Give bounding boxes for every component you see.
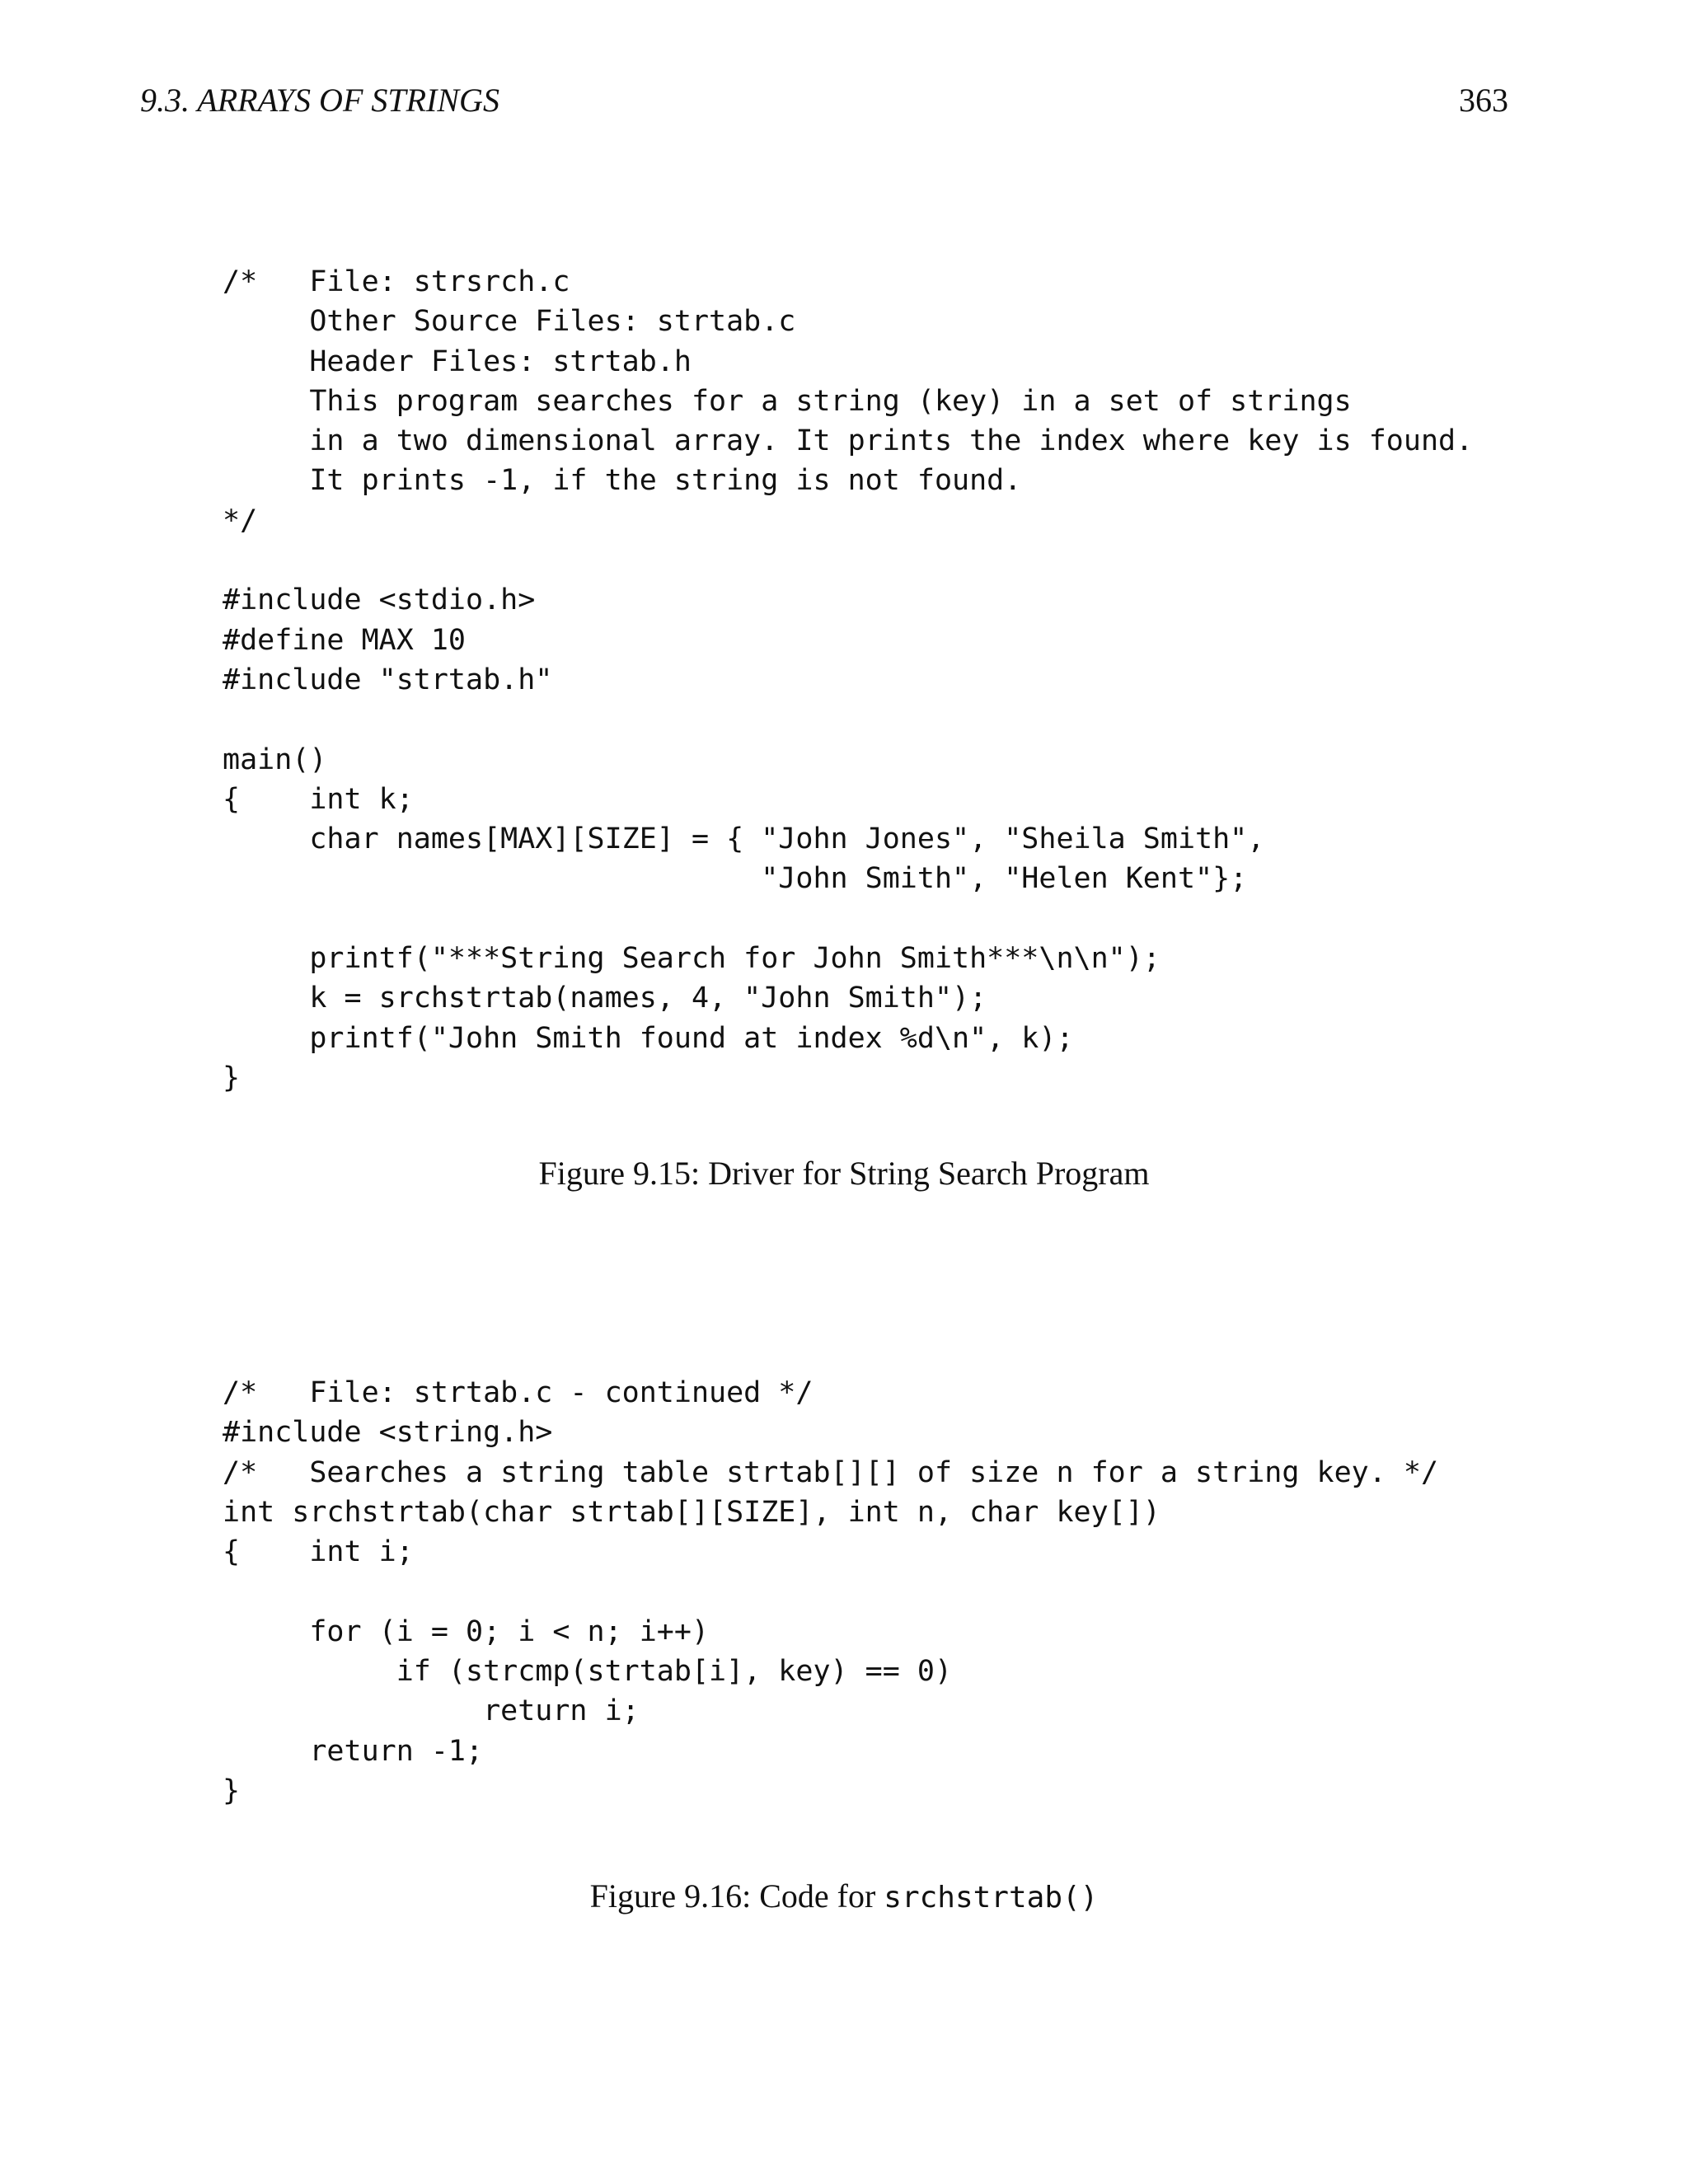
- code-line: return i;: [223, 1694, 640, 1728]
- code-line: int srchstrtab(char strtab[][SIZE], int n, char key[]): [223, 1495, 1160, 1529]
- section-title: 9.3. ARRAYS OF STRINGS: [140, 82, 499, 119]
- code-line: It prints -1, if the string is not found.: [223, 464, 1022, 498]
- code-line: in a two dimensional array. It prints the index where key is found.: [223, 424, 1474, 458]
- code-line: if (strcmp(strtab[i], key) == 0): [223, 1655, 953, 1689]
- code-line: #include <string.h>: [223, 1416, 553, 1450]
- code-listing-strsrch: [223, 262, 1473, 1098]
- code-line: */: [223, 504, 258, 537]
- code-listing-strtab: [223, 1373, 1438, 1811]
- code-line: printf("John Smith found at index %d\n", k);: [223, 1021, 1074, 1055]
- code-line: /* File: strsrch.c: [223, 265, 570, 298]
- code-line: [223, 541, 1473, 580]
- code-line: main(): [223, 743, 327, 776]
- code-line: /* Searches a string table strtab[][] of size n for a string key. */: [223, 1455, 1439, 1489]
- code-line: }: [223, 1774, 241, 1807]
- code-line: [223, 700, 1473, 739]
- code-line: for (i = 0; i < n; i++): [223, 1615, 710, 1648]
- code-line: This program searches for a string (key) in a set of strings: [223, 384, 1352, 418]
- code-line: #define MAX 10: [223, 623, 467, 657]
- code-line: k = srchstrtab(names, 4, "John Smith");: [223, 982, 987, 1015]
- code-line: [223, 899, 1473, 939]
- code-line: }: [223, 1061, 241, 1094]
- code-line: { int i;: [223, 1535, 414, 1569]
- page-number: 363: [1459, 82, 1508, 119]
- code-line: [223, 1572, 1438, 1611]
- code-line: "John Smith", "Helen Kent"};: [223, 862, 1248, 896]
- figure-caption-9-15: Figure 9.15: Driver for String Search Program: [538, 1155, 1150, 1192]
- figure-caption-9-16: [0, 1877, 1688, 1915]
- code-line: Header Files: strtab.h: [223, 344, 692, 378]
- code-line: Other Source Files: strtab.c: [223, 305, 796, 339]
- code-line: { int k;: [223, 782, 414, 816]
- code-line: /* File: strtab.c - continued */: [223, 1376, 814, 1409]
- code-line: #include "strtab.h": [223, 663, 553, 696]
- code-line: return -1;: [223, 1734, 484, 1768]
- caption-text: Figure 9.16: Code for: [589, 1877, 884, 1915]
- code-line: #include <stdio.h>: [223, 583, 536, 617]
- running-head: [140, 81, 1508, 124]
- caption-function-name: srchstrtab(): [884, 1881, 1099, 1915]
- code-line: char names[MAX][SIZE] = { "John Jones", "Sheila Smith",: [223, 823, 1265, 856]
- code-line: printf("***String Search for John Smith***\n\n");: [223, 942, 1160, 976]
